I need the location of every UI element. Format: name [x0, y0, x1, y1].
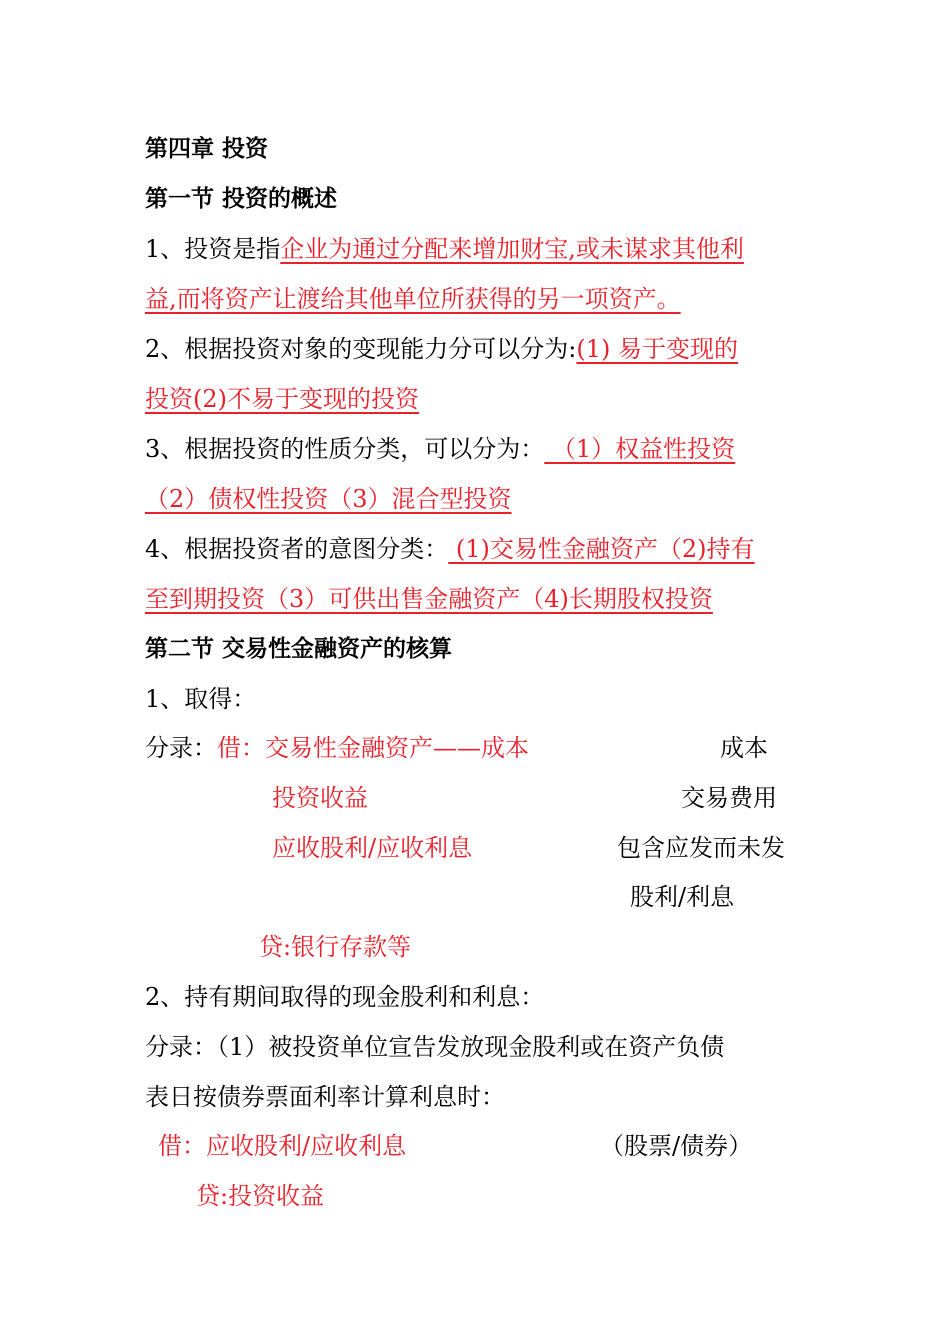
item-4-answer-part-2: 至到期投资（3）可供出售金融资产（4)长期股权投资 [145, 585, 713, 613]
note-1: 成本 [720, 734, 768, 762]
item-2-line-1 [145, 333, 738, 365]
item-3-answer-part-2: （2）债权性投资（3）混合型投资 [145, 485, 512, 513]
item-1-prefix: 1、投资是指 [145, 235, 281, 263]
debit-account-2: 投资收益 [272, 784, 368, 812]
holding-heading: 2、持有期间取得的现金股利和利息： [145, 983, 545, 1011]
debit-prefix: 借： [217, 734, 265, 762]
holding-debit: 借：应收股利/应收利息 [158, 1132, 407, 1160]
item-1-line-1 [145, 233, 744, 265]
item-4-line-1 [145, 533, 755, 565]
item-1-answer-part-1: 企业为通过分配来增加财宝,或未谋求其他利 [280, 235, 744, 263]
item-4-answer-part-1: (1)交易性金融资产（2)持有 [448, 535, 755, 563]
note-3-line-1: 包含应发而未发 [617, 834, 785, 862]
acquire-credit: 贷:银行存款等 [259, 933, 412, 961]
holding-entry-line-1: 分录：（1）被投资单位宣告发放现金股利或在资产负债 [145, 1033, 725, 1061]
item-2-prefix: 2、根据投资对象的变现能力分可以分为: [145, 335, 577, 363]
acquire-entry-line-1 [145, 732, 529, 764]
item-2-answer-part-1: (1) 易于变现的 [576, 335, 738, 363]
item-1-answer-part-2: 益,而将资产让渡给其他单位所获得的另一项资产。 [145, 285, 681, 313]
note-3-line-2: 股利/利息 [630, 883, 735, 911]
debit-account-3: 应收股利/应收利息 [272, 834, 473, 862]
item-4-prefix: 4、根据投资者的意图分类： [145, 535, 449, 563]
holding-debit-note: （股票/债券） [600, 1132, 753, 1160]
holding-credit: 贷:投资收益 [196, 1182, 325, 1210]
item-3-line-1 [145, 433, 735, 465]
entry-label: 分录： [145, 734, 217, 762]
section-2-title: 第二节 交易性金融资产的核算 [145, 636, 453, 662]
debit-account-1: 交易性金融资产——成本 [265, 734, 529, 762]
holding-entry-line-2: 表日按债券票面利率计算利息时： [145, 1083, 505, 1111]
chapter-title: 第四章 投资 [145, 136, 269, 162]
note-2: 交易费用 [681, 784, 777, 812]
item-3-prefix: 3、根据投资的性质分类，可以分为： [145, 435, 545, 463]
item-2-answer-part-2: 投资(2)不易于变现的投资 [145, 385, 419, 413]
item-3-answer-part-1: （1）权益性投资 [544, 435, 736, 463]
section-1-title: 第一节 投资的概述 [145, 186, 338, 212]
acquire-heading: 1、取得： [145, 685, 257, 713]
